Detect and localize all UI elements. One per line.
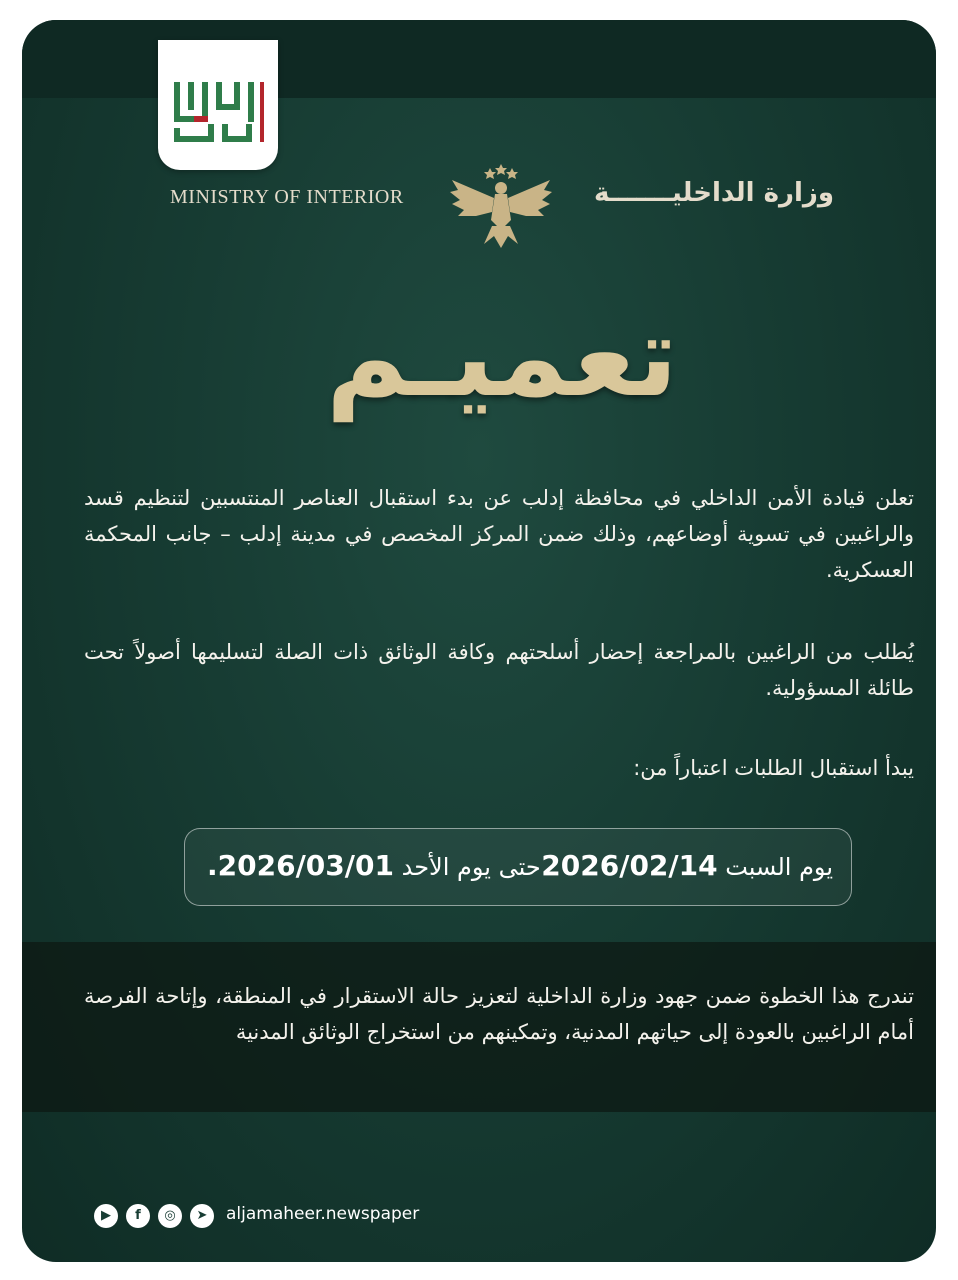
ministry-name-english: MINISTRY OF INTERIOR bbox=[170, 186, 404, 208]
aljamaheer-logo bbox=[158, 40, 278, 170]
end-date-prefix: حتى يوم الأحد bbox=[401, 853, 541, 881]
end-date-value: 2026/03/01. bbox=[207, 849, 394, 882]
start-date-value: 2026/02/14 bbox=[541, 849, 718, 882]
social-handle[interactable]: aljamaheer.newspaper bbox=[226, 1204, 420, 1224]
instagram-icon[interactable]: ◎ bbox=[158, 1204, 182, 1228]
ministry-name-arabic: وزارة الداخليـــــــة bbox=[594, 178, 834, 208]
announcement-card bbox=[22, 20, 936, 1262]
date-range-box bbox=[184, 828, 852, 906]
eagle-emblem-icon bbox=[446, 164, 556, 250]
start-date-text bbox=[541, 849, 833, 882]
start-date-prefix: يوم السبت bbox=[725, 853, 833, 881]
youtube-icon[interactable]: ▶ bbox=[94, 1204, 118, 1228]
telegram-icon[interactable]: ➤ bbox=[190, 1204, 214, 1228]
announcement-paragraph-3: يبدأ استقبال الطلبات اعتباراً من: bbox=[633, 756, 914, 780]
page-title: تعميـم bbox=[325, 292, 679, 422]
announcement-paragraph-1: تعلن قيادة الأمن الداخلي في محافظة إدلب عن بدء استقبال العناصر المنتسبين لتنظيم قسد والراغبين في تسوية أوضاعهم، وذلك ضمن المركز المخصص في مدينة إدلب – جانب المحكمة العسكرية. bbox=[84, 486, 914, 582]
facebook-icon[interactable]: f bbox=[126, 1204, 150, 1228]
aljamaheer-logo-mark bbox=[166, 76, 270, 146]
end-date-text bbox=[207, 849, 541, 882]
announcement-paragraph-2: يُطلب من الراغبين بالمراجعة إحضار أسلحتهم وكافة الوثائق ذات الصلة لتسليمها أصولاً تحت طائلة المسؤولية. bbox=[84, 640, 914, 700]
closing-paragraph: تندرج هذا الخطوة ضمن جهود وزارة الداخلية لتعزيز حالة الاستقرار في المنطقة، وإتاحة الفرصة أمام الراغبين بالعودة إلى حياتهم المدنية، وتمكينهم من استخراج الوثائق المدنية bbox=[84, 984, 914, 1044]
